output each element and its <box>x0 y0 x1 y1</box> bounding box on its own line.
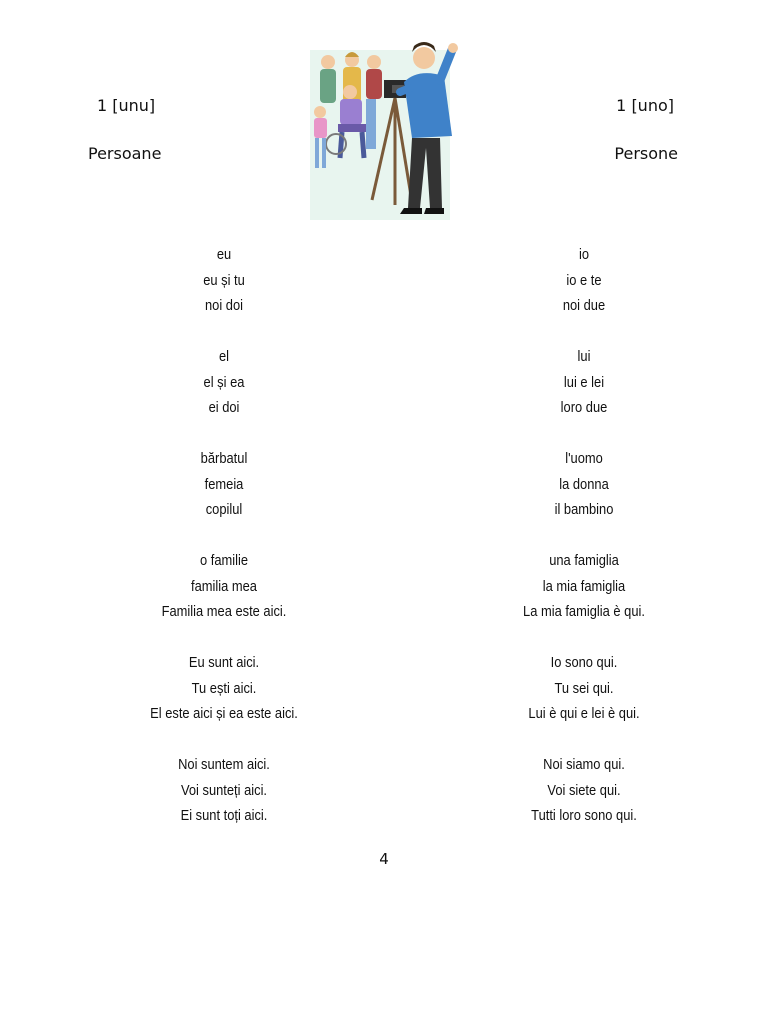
phrase-line: la mia famiglia <box>542 577 626 595</box>
phrase-line: loro due <box>560 399 608 416</box>
phrase-line: ei doi <box>208 399 240 416</box>
phrase-line: eu <box>216 246 232 263</box>
phrase-group <box>472 650 696 727</box>
phrase-line: io <box>578 246 590 263</box>
phrase-line: Tutti loro sono qui. <box>531 807 637 824</box>
lesson-number-romanian: 1 [unu] <box>97 96 156 115</box>
italian-column <box>472 242 696 854</box>
phrase-line: familia mea <box>191 577 257 595</box>
phrase-line: femeia <box>204 475 244 493</box>
lesson-number-italian: 1 [uno] <box>616 96 674 115</box>
romanian-column <box>112 242 336 854</box>
phrase-line: El este aici și ea este aici. <box>150 705 298 722</box>
phrase-line: il bambino <box>554 501 614 518</box>
phrase-line: el <box>218 348 230 365</box>
phrase-line: Voi sunteți aici. <box>180 781 268 799</box>
section-title-italian: Persone <box>614 144 678 163</box>
phrase-line: Familia mea este aici. <box>161 603 287 620</box>
phrase-group <box>112 242 336 319</box>
page-number: 4 <box>379 850 389 868</box>
phrase-line: Io sono qui. <box>550 654 618 671</box>
phrase-line: Lui è qui e lei è qui. <box>528 705 640 722</box>
phrase-group <box>472 548 696 625</box>
phrase-group <box>472 242 696 319</box>
phrase-line: l'uomo <box>565 450 603 467</box>
phrase-line: io e te <box>566 271 602 289</box>
phrase-line: noi doi <box>204 297 244 314</box>
phrase-line: La mia famiglia è qui. <box>523 603 645 620</box>
phrase-group <box>112 344 336 421</box>
phrase-line: Voi siete qui. <box>547 781 621 799</box>
phrase-line: bărbatul <box>200 450 248 467</box>
phrase-line: eu și tu <box>203 271 245 289</box>
phrase-line: o familie <box>199 552 249 569</box>
phrase-group <box>112 752 336 829</box>
phrase-line: lui e lei <box>563 373 605 391</box>
phrase-line: Noi siamo qui. <box>543 756 625 773</box>
phrase-line: Ei sunt toți aici. <box>180 807 268 824</box>
family-photo-icon <box>300 40 470 225</box>
phrase-line: Tu sei qui. <box>554 679 614 697</box>
phrase-line: noi due <box>562 297 606 314</box>
phrase-line: la donna <box>559 475 609 493</box>
section-title-romanian: Persoane <box>88 144 162 163</box>
phrase-group <box>472 446 696 523</box>
phrase-line: una famiglia <box>549 552 619 569</box>
phrase-group <box>472 752 696 829</box>
phrase-group <box>112 548 336 625</box>
phrase-line: Noi suntem aici. <box>178 756 270 773</box>
phrase-group <box>112 446 336 523</box>
phrase-line: lui <box>577 348 591 365</box>
phrase-line: copilul <box>205 501 243 518</box>
phrase-line: el și ea <box>203 373 245 391</box>
phrase-group <box>112 650 336 727</box>
phrase-line: Tu ești aici. <box>191 679 257 697</box>
phrase-group <box>472 344 696 421</box>
phrase-line: Eu sunt aici. <box>188 654 260 671</box>
